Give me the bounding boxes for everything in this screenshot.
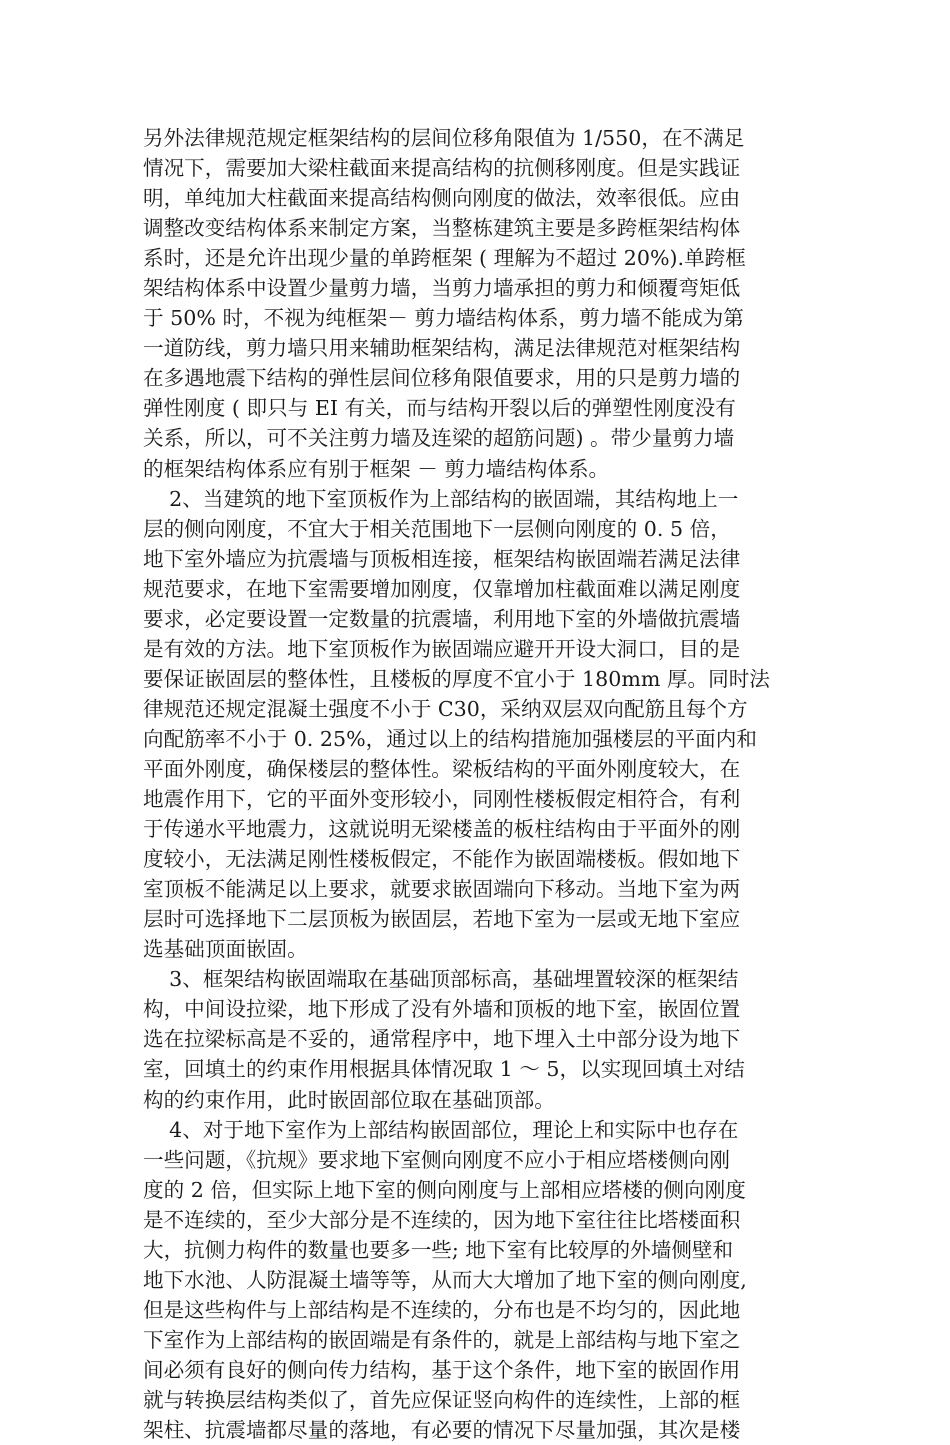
- text-line: 就与转换层结构类似了，首先应保证竖向构件的连续性，上部的框: [143, 1387, 741, 1412]
- text-line: 度的 2 倍，但实际上地下室的侧向刚度与上部相应塔楼的侧向刚度: [143, 1177, 746, 1202]
- text-line: 层时可选择地下二层顶板为嵌固层，若地下室为一层或无地下室应: [143, 907, 741, 932]
- text-line: 一道防线，剪力墙只用来辅助框架结构，满足法律规范对框架结构: [143, 336, 741, 361]
- text-line: 选在拉梁标高是不妥的，通常程序中，地下埋入土中部分设为地下: [143, 1027, 741, 1052]
- text-line: 另外法律规范规定框架结构的层间位移角限值为 1/550，在不满足: [143, 126, 745, 150]
- text-line: 度较小，无法满足刚性楼板假定，不能作为嵌固端楼板。假如地下: [143, 847, 741, 872]
- text-line: 层的侧向刚度，不宜大于相关范围地下一层侧向刚度的 0. 5 倍，: [143, 516, 731, 541]
- text-line: 架柱、抗震墙都尽量的落地，有必要的情况下尽量加强，其次是楼: [143, 1418, 741, 1443]
- text-line: 明，单纯加大柱截面来提高结构侧向刚度的做法，效率很低。应由: [143, 186, 741, 211]
- text-line: 室，回填土的约束作用根据具体情况取 1 ～ 5，以实现回填土对结: [143, 1057, 745, 1082]
- text-line: 系时，还是允许出现少量的单跨框架 ( 理解为不超过 20%).单跨框: [143, 246, 746, 271]
- text-line: 架结构体系中设置少量剪力墙，当剪力墙承担的剪力和倾覆弯矩低: [143, 276, 741, 301]
- paragraph-4-start: 4、对于地下室作为上部结构嵌固部位，理论上和实际中也存在: [143, 1117, 739, 1142]
- text-line: 大，抗侧力构件的数量也要多一些; 地下室有比较厚的外墙侧壁和: [143, 1237, 734, 1262]
- text-line: 于传递水平地震力，这就说明无梁楼盖的板柱结构由于平面外的刚: [143, 817, 741, 842]
- text-line: 下室作为上部结构的嵌固端是有条件的，就是上部结构与地下室之: [143, 1327, 741, 1352]
- text-line: 要保证嵌固层的整体性，且楼板的厚度不宜小于 180mm 厚。同时法: [143, 666, 770, 691]
- text-line: 一些问题，《抗规》要求地下室侧向刚度不应小于相应塔楼侧向刚: [143, 1147, 730, 1172]
- text-line: 律规范还规定混凝土强度不小于 C30，采纳双层双向配筋且每个方: [143, 696, 748, 721]
- text-line: 间必须有良好的侧向传力结构，基于这个条件，地下室的嵌固作用: [143, 1357, 741, 1382]
- text-line: 关系，所以，可不关注剪力墙及连梁的超筋问题) 。带少量剪力墙: [143, 426, 735, 451]
- text-line: 弹性刚度 ( 即只与 EI 有关，而与结构开裂以后的弹塑性刚度没有: [143, 396, 736, 421]
- text-line: 地震作用下，它的平面外变形较小，同刚性楼板假定相符合，有利: [143, 787, 741, 812]
- text-line: 要求，必定要设置一定数量的抗震墙，利用地下室的外墙做抗震墙: [143, 606, 741, 631]
- text-line: 是不连续的，至少大部分是不连续的，因为地下室往往比塔楼面积: [143, 1207, 741, 1232]
- text-line: 在多遇地震下结构的弹性层间位移角限值要求，用的只是剪力墙的: [143, 366, 741, 391]
- text-line: 平面外刚度，确保楼层的整体性。梁板结构的平面外刚度较大，在: [143, 756, 741, 781]
- text-line: 选基础顶面嵌固。: [143, 937, 308, 962]
- text-line: 调整改变结构体系来制定方案，当整栋建筑主要是多跨框架结构体: [143, 216, 741, 241]
- text-line: 于 50% 时，不视为纯框架－ 剪力墙结构体系，剪力墙不能成为第: [143, 306, 744, 331]
- text-line: 但是这些构件与上部结构是不连续的，分布也是不均匀的，因此地: [143, 1297, 741, 1322]
- text-line: 规范要求，在地下室需要增加刚度，仅靠增加柱截面难以满足刚度: [143, 576, 741, 601]
- text-line: 室顶板不能满足以上要求，就要求嵌固端向下移动。当地下室为两: [143, 877, 741, 902]
- text-line: 向配筋率不小于 0. 25%，通过以上的结构措施加强楼层的平面内和: [143, 726, 757, 751]
- text-line: 地下水池、人防混凝土墙等等，从而大大增加了地下室的侧向刚度,: [143, 1267, 747, 1292]
- paragraph-3-start: 3、框架结构嵌固端取在基础顶部标高，基础埋置较深的框架结: [143, 967, 739, 992]
- paragraph-2-start: 2、当建筑的地下室顶板作为上部结构的嵌固端，其结构地上一: [143, 486, 739, 511]
- text-line: 是有效的方法。地下室顶板作为嵌固端应避开开设大洞口，目的是: [143, 636, 741, 661]
- text-line: 构，中间设拉梁，地下形成了没有外墙和顶板的地下室，嵌固位置: [143, 997, 741, 1022]
- text-line: 地下室外墙应为抗震墙与顶板相连接，框架结构嵌固端若满足法律: [143, 546, 741, 571]
- text-line: 情况下，需要加大梁柱截面来提高结构的抗侧移刚度。但是实践证: [143, 156, 741, 181]
- body-text: [143, 123, 813, 1445]
- text-line: 的框架结构体系应有别于框架 － 剪力墙结构体系。: [143, 456, 610, 481]
- text-line: 构的约束作用，此时嵌固部位取在基础顶部。: [143, 1087, 555, 1112]
